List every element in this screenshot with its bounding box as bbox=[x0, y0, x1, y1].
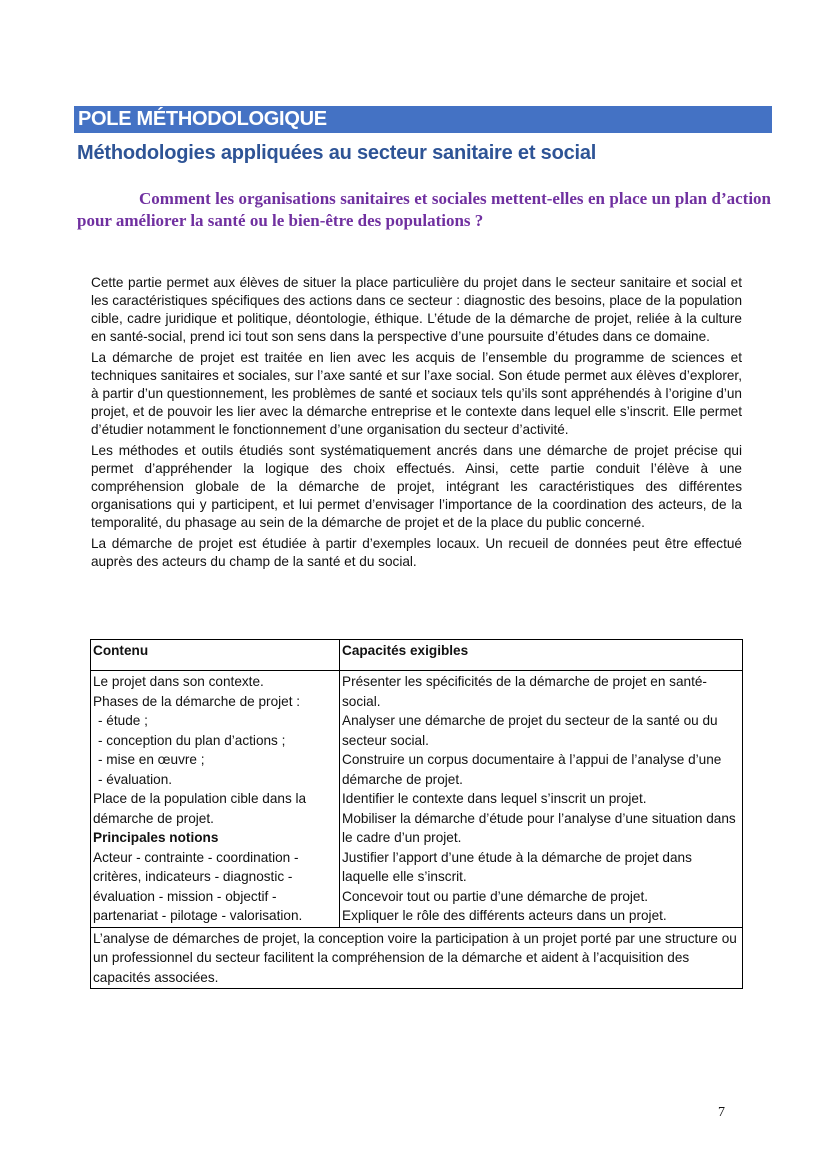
content-cell bbox=[91, 671, 340, 928]
notions-title: Principales notions bbox=[93, 830, 219, 845]
capacity-item: Présenter les spécificités de la démarche de projet en santé- social. bbox=[342, 674, 707, 709]
phases-list bbox=[93, 711, 337, 789]
capacity-item: Concevoir tout ou partie d’une démarche de projet. bbox=[342, 888, 649, 904]
section-band-title: POLE MÉTHODOLOGIQUE bbox=[74, 106, 772, 133]
intro-paragraph-3: Les méthodes et outils étudiés sont systématiquement ancrés dans une démarche de projet précise qui permet d’appréhender la logique des choix effectués. Ainsi, cette partie conduit l’élève à une compréhension globale de la démarche de projet, intégrant les caractéristiques des différentes organisations qui y participent, et lui permet d’envisager l’importance de la coordination des acteurs, de la temporalité, du phasage au sein de la démarche de projet et de la place du public concerné. bbox=[91, 443, 742, 530]
capacity-item: Identifier le contexte dans lequel s’inscrit un projet. bbox=[342, 791, 647, 806]
capacity-item: Mobiliser la démarche d’étude pour l’analyse d’une situation dans le cadre d’un projet. bbox=[342, 810, 736, 845]
guiding-question: Comment les organisations sanitaires et sociales mettent-elles en place un plan d’action pour améliorer la santé ou le bien-être des populations ? bbox=[77, 189, 771, 230]
content-item: Phases de la démarche de projet : bbox=[93, 693, 301, 709]
table-footer-row bbox=[91, 927, 743, 989]
table-header-row bbox=[91, 640, 743, 671]
capacity-item: Construire un corpus documentaire à l’appui de l’analyse d’une démarche de projet. bbox=[342, 752, 722, 787]
intro-paragraph-4: La démarche de projet est étudiée à partir d’exemples locaux. Un recueil de données peut être effectué auprès des acteurs du champ de la santé et du social. bbox=[91, 536, 742, 569]
footer-note: L’analyse de démarches de projet, la conception voire la participation à un projet porté par une structure ou un professionnel du secteur facilitent la compréhension de la démarche et aident à l’acquisition des capacités associées. bbox=[91, 927, 743, 989]
intro-paragraph-2: La démarche de projet est traitée en lien avec les acquis de l’ensemble du programme de sciences et techniques sanitaires et sociales, sur l’axe santé et sur l’axe social. Son étude permet aux élèves d’explorer, à partir d’un questionnement, les problèmes de santé et sociaux tels qu’ils sont appréhendés à l’origine d’un projet, et de pouvoir les lier avec la démarche entreprise et le contexte dans lequel elle s’inscrit. Elle permet d’étudier notamment le fonctionnement d’une organisation du secteur d’activité. bbox=[91, 350, 742, 437]
capacity-item: Expliquer le rôle des différents acteurs dans un projet. bbox=[342, 908, 667, 923]
phase-item: - mise en œuvre ; bbox=[98, 752, 205, 767]
capacities-cell bbox=[340, 671, 743, 928]
notions-list: Acteur - contrainte - coordination - critères, indicateurs - diagnostic - évaluation - mission - objectif - partenariat - pilotage - valorisation. bbox=[93, 849, 303, 923]
header-capacites: Capacités exigibles bbox=[340, 640, 743, 671]
phase-item: - étude ; bbox=[98, 713, 148, 728]
capacity-item: Analyser une démarche de projet du secteur de la santé ou du secteur social. bbox=[342, 713, 718, 748]
intro-text bbox=[91, 274, 742, 574]
program-table bbox=[90, 639, 743, 989]
section-subtitle: Méthodologies appliquées au secteur sanitaire et social bbox=[77, 142, 597, 164]
table-row bbox=[91, 671, 743, 928]
capacity-item: Justifier l’apport d’une étude à la démarche de projet dans laquelle elle s’inscrit. bbox=[342, 849, 692, 884]
content-item: Le projet dans son contexte. bbox=[93, 674, 264, 689]
header-contenu: Contenu bbox=[91, 640, 340, 671]
page-number: 7 bbox=[718, 1105, 725, 1120]
content-item: Place de la population cible dans la démarche de projet. bbox=[93, 791, 307, 826]
intro-paragraph-1: Cette partie permet aux élèves de situer la place particulière du projet dans le secteur sanitaire et social et les caractéristiques spécifiques des actions dans ce secteur : diagnostic des besoins, place de la population cible, cadre juridique et politique, déontologie, éthique. L’étude de la démarche de projet, reliée à la culture en santé-social, prend ici tout son sens dans la perspective d’une poursuite d’études dans ce domaine. bbox=[91, 275, 742, 344]
phase-item: - conception du plan d’actions ; bbox=[98, 732, 286, 748]
phase-item: - évaluation. bbox=[98, 771, 173, 787]
